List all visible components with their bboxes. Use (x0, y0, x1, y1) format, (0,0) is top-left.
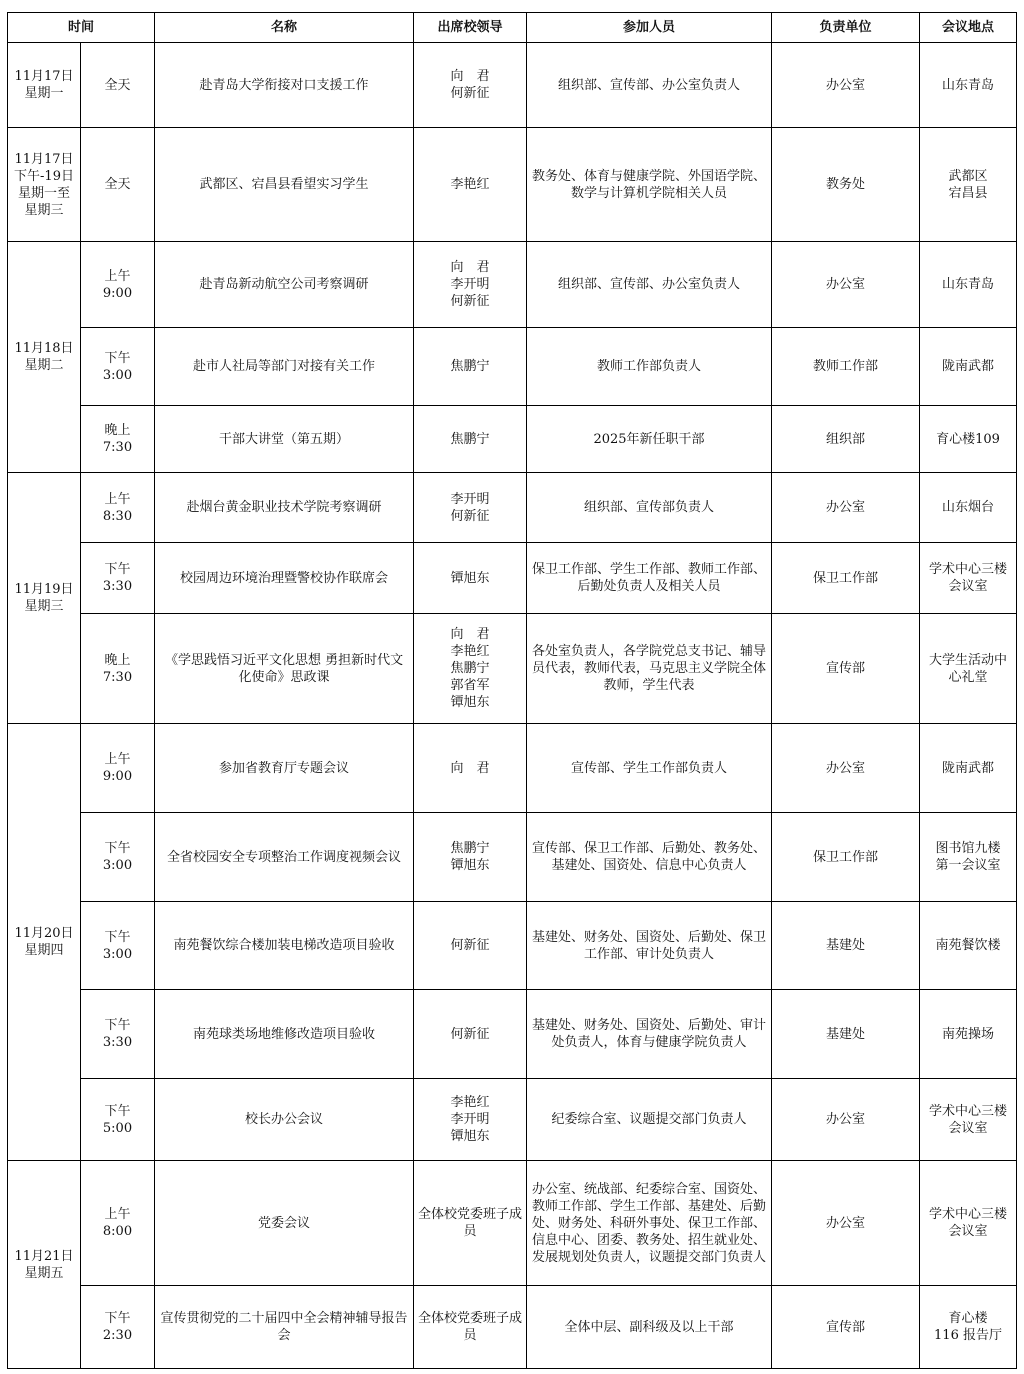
leaders-cell: 全体校党委班子成员 (414, 1286, 527, 1369)
event-name-cell: 赴青岛新动航空公司考察调研 (155, 242, 414, 328)
location-cell: 南苑操场 (920, 990, 1017, 1079)
table-row (8, 328, 1017, 406)
event-name-cell: 全省校园安全专项整治工作调度视频会议 (155, 813, 414, 902)
participants-cell: 宣传部、保卫工作部、后勤处、教务处、基建处、国资处、信息中心负责人 (527, 813, 772, 902)
location-cell: 学术中心三楼 会议室 (920, 1161, 1017, 1286)
event-name-cell: 赴青岛大学衔接对口支援工作 (155, 43, 414, 128)
table-row (8, 1286, 1017, 1369)
location-cell: 图书馆九楼 第一会议室 (920, 813, 1017, 902)
header-leaders: 出席校领导 (414, 13, 527, 43)
participants-cell: 纪委综合室、议题提交部门负责人 (527, 1079, 772, 1161)
date-cell: 11月19日 星期三 (8, 473, 81, 724)
time-cell: 下午 5:00 (81, 1079, 155, 1161)
date-cell: 11月21日 星期五 (8, 1161, 81, 1369)
table-row (8, 614, 1017, 724)
unit-cell: 办公室 (772, 43, 920, 128)
leaders-cell: 向 君 李开明 何新征 (414, 242, 527, 328)
location-cell: 山东烟台 (920, 473, 1017, 543)
location-cell: 大学生活动中心礼堂 (920, 614, 1017, 724)
event-name-cell: 干部大讲堂（第五期） (155, 406, 414, 473)
table-row (8, 1079, 1017, 1161)
header-name: 名称 (155, 13, 414, 43)
table-row (8, 1161, 1017, 1286)
unit-cell: 组织部 (772, 406, 920, 473)
event-name-cell: 校长办公会议 (155, 1079, 414, 1161)
unit-cell: 宣传部 (772, 614, 920, 724)
leaders-cell: 向 君 李艳红 焦鹏宁 郭省军 镡旭东 (414, 614, 527, 724)
time-cell: 下午 3:00 (81, 813, 155, 902)
header-unit: 负责单位 (772, 13, 920, 43)
date-cell: 11月18日 星期二 (8, 242, 81, 473)
participants-cell: 保卫工作部、学生工作部、教师工作部、后勤处负责人及相关人员 (527, 543, 772, 614)
participants-cell: 2025年新任职干部 (527, 406, 772, 473)
unit-cell: 办公室 (772, 724, 920, 813)
unit-cell: 办公室 (772, 242, 920, 328)
unit-cell: 办公室 (772, 1161, 920, 1286)
time-cell: 下午 3:00 (81, 902, 155, 990)
participants-cell: 组织部、宣传部、办公室负责人 (527, 43, 772, 128)
time-cell: 晚上 7:30 (81, 614, 155, 724)
leaders-cell: 何新征 (414, 990, 527, 1079)
date-cell: 11月17日 下午-19日 星期一至 星期三 (8, 128, 81, 242)
event-name-cell: 武都区、宕昌县看望实习学生 (155, 128, 414, 242)
time-cell: 上午 9:00 (81, 242, 155, 328)
table-row (8, 128, 1017, 242)
event-name-cell: 《学思践悟习近平文化思想 勇担新时代文化使命》思政课 (155, 614, 414, 724)
header-row (8, 13, 1017, 43)
event-name-cell: 宣传贯彻党的二十届四中全会精神辅导报告会 (155, 1286, 414, 1369)
leaders-cell: 李艳红 (414, 128, 527, 242)
location-cell: 陇南武都 (920, 328, 1017, 406)
location-cell: 育心楼 116 报告厅 (920, 1286, 1017, 1369)
event-name-cell: 南苑球类场地维修改造项目验收 (155, 990, 414, 1079)
header-time: 时间 (8, 13, 155, 43)
location-cell: 武都区 宕昌县 (920, 128, 1017, 242)
participants-cell: 组织部、宣传部负责人 (527, 473, 772, 543)
leaders-cell: 焦鹏宁 (414, 406, 527, 473)
unit-cell: 保卫工作部 (772, 543, 920, 614)
participants-cell: 办公室、统战部、纪委综合室、国资处、教师工作部、学生工作部、基建处、后勤处、财务处、科研外事处、保卫工作部、信息中心、团委、教务处、招生就业处、发展规划处负责人，议题提交部门负责人 (527, 1161, 772, 1286)
header-participants: 参加人员 (527, 13, 772, 43)
schedule-table (7, 12, 1017, 1369)
table-row (8, 902, 1017, 990)
time-cell: 下午 3:30 (81, 543, 155, 614)
participants-cell: 各处室负责人，各学院党总支书记、辅导员代表，教师代表，马克思主义学院全体教师，学生代表 (527, 614, 772, 724)
participants-cell: 组织部、宣传部、办公室负责人 (527, 242, 772, 328)
table-row (8, 724, 1017, 813)
table-row (8, 242, 1017, 328)
participants-cell: 教师工作部负责人 (527, 328, 772, 406)
leaders-cell: 向 君 何新征 (414, 43, 527, 128)
date-cell: 11月20日 星期四 (8, 724, 81, 1161)
unit-cell: 宣传部 (772, 1286, 920, 1369)
leaders-cell: 全体校党委班子成员 (414, 1161, 527, 1286)
unit-cell: 基建处 (772, 902, 920, 990)
location-cell: 陇南武都 (920, 724, 1017, 813)
participants-cell: 基建处、财务处、国资处、后勤处、保卫工作部、审计处负责人 (527, 902, 772, 990)
participants-cell: 宣传部、学生工作部负责人 (527, 724, 772, 813)
location-cell: 育心楼109 (920, 406, 1017, 473)
leaders-cell: 向 君 (414, 724, 527, 813)
event-name-cell: 赴烟台黄金职业技术学院考察调研 (155, 473, 414, 543)
unit-cell: 基建处 (772, 990, 920, 1079)
unit-cell: 教师工作部 (772, 328, 920, 406)
time-cell: 上午 9:00 (81, 724, 155, 813)
location-cell: 山东青岛 (920, 43, 1017, 128)
time-cell: 下午 3:00 (81, 328, 155, 406)
location-cell: 学术中心三楼 会议室 (920, 543, 1017, 614)
leaders-cell: 何新征 (414, 902, 527, 990)
event-name-cell: 南苑餐饮综合楼加装电梯改造项目验收 (155, 902, 414, 990)
event-name-cell: 党委会议 (155, 1161, 414, 1286)
table-row (8, 43, 1017, 128)
participants-cell: 全体中层、副科级及以上干部 (527, 1286, 772, 1369)
time-cell: 下午 3:30 (81, 990, 155, 1079)
time-cell: 晚上 7:30 (81, 406, 155, 473)
unit-cell: 办公室 (772, 473, 920, 543)
event-name-cell: 校园周边环境治理暨警校协作联席会 (155, 543, 414, 614)
time-cell: 上午 8:00 (81, 1161, 155, 1286)
unit-cell: 办公室 (772, 1079, 920, 1161)
event-name-cell: 参加省教育厅专题会议 (155, 724, 414, 813)
time-cell: 下午 2:30 (81, 1286, 155, 1369)
leaders-cell: 李开明 何新征 (414, 473, 527, 543)
table-row (8, 543, 1017, 614)
location-cell: 山东青岛 (920, 242, 1017, 328)
participants-cell: 教务处、体育与健康学院、外国语学院、数学与计算机学院相关人员 (527, 128, 772, 242)
unit-cell: 教务处 (772, 128, 920, 242)
date-cell: 11月17日 星期一 (8, 43, 81, 128)
table-row (8, 990, 1017, 1079)
time-cell: 全天 (81, 128, 155, 242)
location-cell: 南苑餐饮楼 (920, 902, 1017, 990)
time-cell: 上午 8:30 (81, 473, 155, 543)
leaders-cell: 李艳红 李开明 镡旭东 (414, 1079, 527, 1161)
unit-cell: 保卫工作部 (772, 813, 920, 902)
event-name-cell: 赴市人社局等部门对接有关工作 (155, 328, 414, 406)
leaders-cell: 焦鹏宁 镡旭东 (414, 813, 527, 902)
leaders-cell: 镡旭东 (414, 543, 527, 614)
location-cell: 学术中心三楼 会议室 (920, 1079, 1017, 1161)
table-row (8, 406, 1017, 473)
leaders-cell: 焦鹏宁 (414, 328, 527, 406)
header-location: 会议地点 (920, 13, 1017, 43)
participants-cell: 基建处、财务处、国资处、后勤处、审计处负责人，体育与健康学院负责人 (527, 990, 772, 1079)
table-row (8, 473, 1017, 543)
time-cell: 全天 (81, 43, 155, 128)
table-row (8, 813, 1017, 902)
